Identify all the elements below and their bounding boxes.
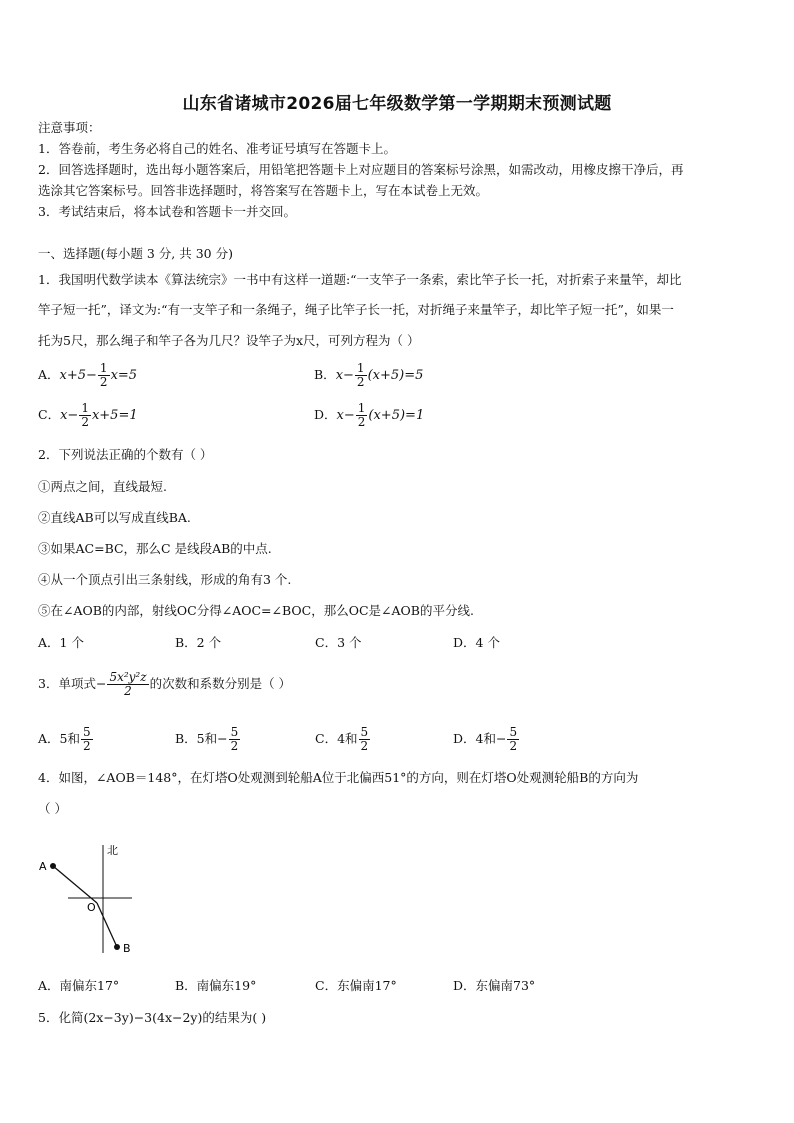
q2-statement-5: ⑤在∠AOB的内部，射线OC分得∠AOC=∠BOC，那么OC是∠AOB的平分线. [38, 603, 474, 618]
q1-line-2: 竿子短一托”，译文为:“有一支竿子和一条绳子，绳子比竿子长一托，对折绳子来量竿子，却比竿子短一托”，如果一 [38, 302, 674, 317]
label-b: B [123, 942, 131, 955]
q1-line-3: 托为5尺，那么绳子和竿子各为几尺？设竿子为x尺，可列方程为（ ） [38, 333, 420, 348]
q1-option-a: A．x+5− $\frac{1}{2}$ x=5 [38, 361, 138, 389]
q1-line-1: 1．我国明代数学读本《算法统宗》一书中有这样一道题:“一支竿子一条索，索比竿子长一托，对折索子来量竿，却比 [38, 272, 682, 287]
q3-option-b: B．5和− $\frac{5}{2}$ [175, 725, 239, 753]
label-a: A [39, 860, 47, 873]
q1-option-b: B．x− $\frac{1}{2}$ (x+5)=5 [314, 361, 424, 389]
notice-item-2-cont: 选涂其它答案标号。回答非选择题时，将答案写在答题卡上，写在本试卷上无效。 [38, 183, 489, 198]
ray-ob [97, 903, 117, 947]
q4-option-a: A．南偏东17° [38, 978, 120, 993]
q2-statement-2: ②直线AB可以写成直线BA. [38, 510, 191, 525]
q3-option-d: D．4和− $\frac{5}{2}$ [453, 725, 518, 753]
q4-option-c: C．东偏南17° [315, 978, 397, 993]
section-heading: 一、选择题(每小题 3 分, 共 30 分) [38, 246, 233, 261]
page-title: 山东省诸城市2026届七年级数学第一学期期末预测试题 [182, 94, 612, 114]
q2-statement-4: ④从一个顶点引出三条射线，形成的角有3 个. [38, 572, 292, 587]
label-o: O [87, 901, 96, 914]
q3-stem: 3．单项式− $\frac{\text{5x²y²z}}{2}$ 的次数和系数分别是（ ） [38, 670, 292, 698]
q4-option-b: B．南偏东19° [175, 978, 257, 993]
ray-oa [53, 866, 97, 903]
q2-option-a: A．1 个 [38, 635, 84, 650]
q3-option-a: A．5和 $\frac{5}{2}$ [38, 725, 91, 753]
q2-statement-1: ①两点之间，直线最短. [38, 479, 167, 494]
q4-line-1: 4．如图，∠AOB＝148°，在灯塔O处观测到轮船A位于北偏西51°的方向，则在灯塔O处观测轮船B的方向为 [38, 770, 639, 785]
point-a [50, 863, 56, 869]
q1-option-c: C．x− $\frac{1}{2}$ x+5=1 [38, 401, 138, 429]
q3-option-c: C．4和 $\frac{5}{2}$ [315, 725, 369, 753]
q2-stem: 2．下列说法正确的个数有（ ） [38, 447, 213, 462]
label-north: 北 [107, 844, 118, 857]
q2-option-b: B．2 个 [175, 635, 222, 650]
q2-option-c: C．3 个 [315, 635, 362, 650]
notice-item-2: 2．回答选择题时，选出每小题答案后，用铅笔把答题卡上对应题目的答案标号涂黑，如需改动，用橡皮擦干净后，再 [38, 162, 684, 177]
q4-figure [30, 835, 150, 965]
notice-item-3: 3．考试结束后，将本试卷和答题卡一并交回。 [38, 204, 296, 219]
q4-line-2: （ ） [38, 801, 67, 816]
q4-option-d: D．东偏南73° [453, 978, 536, 993]
q2-option-d: D．4 个 [453, 635, 500, 650]
notice-item-1: 1．答卷前，考生务必将自己的姓名、准考证号填写在答题卡上。 [38, 141, 396, 156]
notice-heading: 注意事项： [38, 120, 101, 135]
q5-stem: 5．化简(2x−3y)−3(4x−2y)的结果为( ) [38, 1010, 267, 1025]
point-b [114, 944, 120, 950]
q1-option-d: D．x− $\frac{1}{2}$ (x+5)=1 [314, 401, 425, 429]
q2-statement-3: ③如果AC=BC，那么C 是线段AB的中点. [38, 541, 272, 556]
